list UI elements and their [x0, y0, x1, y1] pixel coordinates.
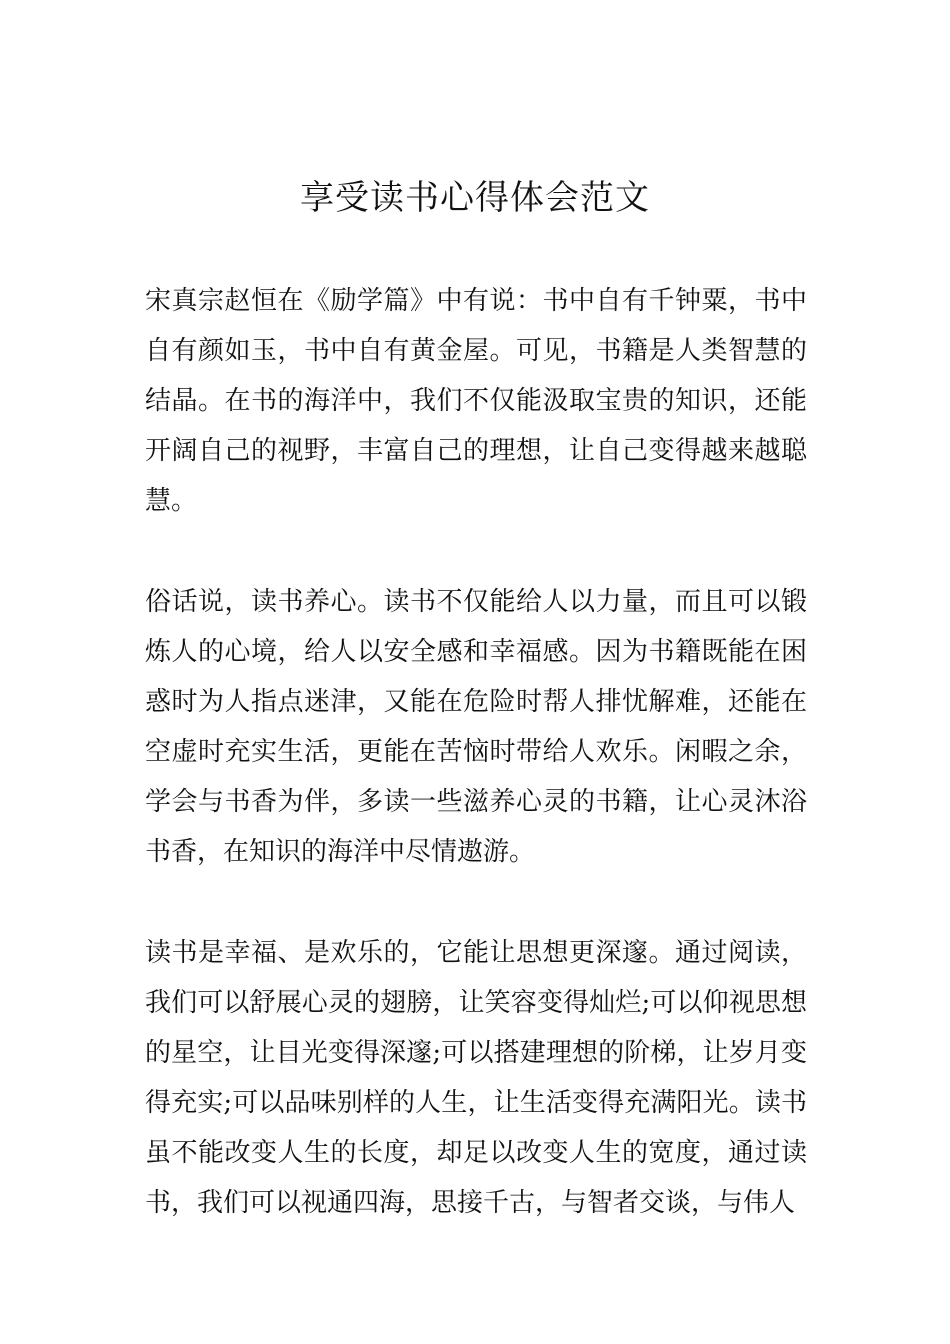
- document-body: [145, 276, 807, 1228]
- paragraph-2: 俗话说，读书养心。读书不仅能给人以力量，而且可以锻炼人的心境，给人以安全感和幸福感。因为书籍既能在困惑时为人指点迷津，又能在危险时帮人排忧解难，还能在空虚时充实生活，更能在苦恼时带给人欢乐。闲暇之余，学会与书香为伴，多读一些滋养心灵的书籍，让心灵沐浴书香，在知识的海洋中尽情遨游。: [145, 587, 807, 867]
- document-title: 享受读书心得体会范文: [300, 178, 650, 218]
- paragraph-3: 读书是幸福、是欢乐的，它能让思想更深邃。通过阅读，我们可以舒展心灵的翅膀，让笑容变得灿烂;可以仰视思想的星空，让目光变得深邃;可以搭建理想的阶梯，让岁月变得充实;可以品味别样的人生，让生活变得充满阳光。读书虽不能改变人生的长度，却足以改变人生的宽度，通过读书，我们可以视通四海，思接千古，与智者交谈，与伟人: [145, 938, 807, 1218]
- paragraph-1: 宋真宗赵恒在《励学篇》中有说：书中自有千钟粟，书中自有颜如玉，书中自有黄金屋。可见，书籍是人类智慧的结晶。在书的海洋中，我们不仅能汲取宝贵的知识，还能开阔自己的视野，丰富自己的理想，让自己变得越来越聪慧。: [145, 286, 807, 516]
